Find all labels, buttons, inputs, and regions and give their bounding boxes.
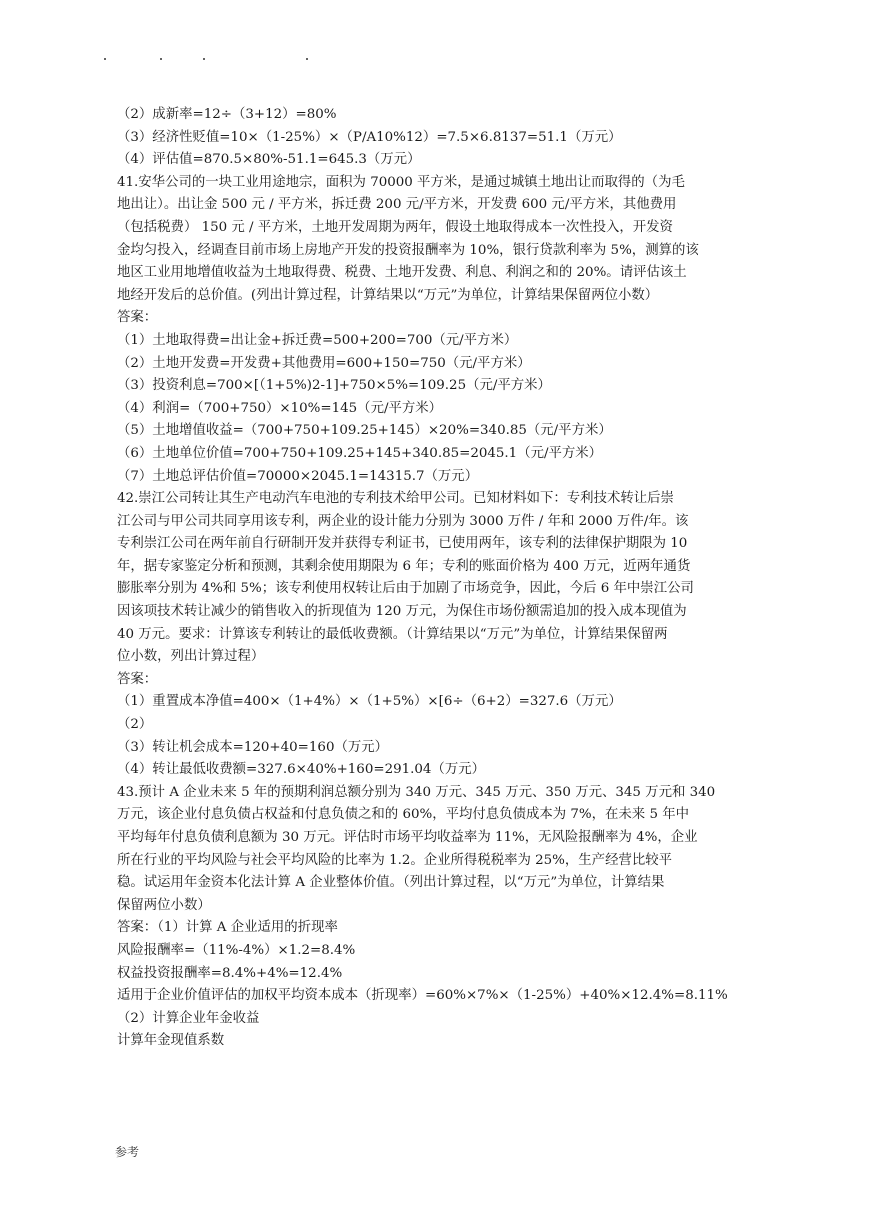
body-line: 计算年金现值系数 <box>117 1033 225 1049</box>
body-line: 适用于企业价值评估的加权平均资本成本（折现率）=60%×7%×（1-25%）+40%×12.4%=8.11% <box>117 988 728 1004</box>
document-body <box>117 104 757 1053</box>
body-line: 万元，该企业付息负债占权益和付息负债之和的 60%，平均付息负债成本为 7%，在未来 5 年中 <box>117 807 690 823</box>
body-line: 风险报酬率=（11%-4%）×1.2=8.4% <box>117 942 356 958</box>
body-line: 因该项技术转让减少的销售收入的折现值为 120 万元，为保住市场份额需追加的投入成本现值为 <box>117 604 687 620</box>
body-line: 权益投资报酬率=8.4%+4%=12.4% <box>117 965 343 981</box>
body-line: （4）评估值=870.5×80%-51.1=645.3（万元） <box>117 152 421 168</box>
header-dots <box>104 52 324 68</box>
page-footer <box>115 1143 139 1160</box>
body-line: 40 万元。要求：计算该专利转让的最低收费额。（计算结果以“万元”为单位，计算结果保留两 <box>117 626 668 642</box>
header-dot <box>203 58 205 60</box>
body-line: （7）土地总评估价值=70000×2045.1=14315.7（万元） <box>117 468 479 484</box>
body-line: （2）土地开发费=开发费+其他费用=600+150=750（元/平方米） <box>117 355 531 371</box>
body-line: 年，据专家鉴定分析和预测，其剩余使用期限为 6 年；专利的账面价格为 400 万元，近两年通货 <box>117 558 691 574</box>
header-dot <box>104 58 106 60</box>
body-line: （3）投资利息=700×[（1+5%)2-1]+750×5%=109.25（元/平方米） <box>117 378 551 394</box>
body-line: 平均每年付息负债利息额为 30 万元。评估时市场平均收益率为 11%，无风险报酬率为 4%，企业 <box>117 830 698 845</box>
header-dot <box>160 58 162 60</box>
answer-label: 答案： <box>117 310 158 326</box>
body-line: （4）利润=（700+750）×10%=145（元/平方米） <box>117 400 443 416</box>
body-line: （3）经济性贬值=10×（1-25%）×（P/A10%12）=7.5×6.8137=51.1（万元） <box>117 129 622 145</box>
body-line: （2） <box>117 717 153 733</box>
body-line: 金均匀投入，经调查目前市场上房地产开发的投资报酬率为 10%，银行贷款利率为 5%，测算的该 <box>117 242 699 258</box>
body-line: （6）土地单位价值=700+750+109.25+145+340.85=2045.1（元/平方米） <box>117 445 603 461</box>
body-line: 地出让）。出让金 500 元 / 平方米，拆迁费 200 元/平方米，开发费 600 元/平方米，其他费用 <box>117 197 677 213</box>
question-43-line: 43.预计 A 企业未来 5 年的预期利润总额分别为 340 万元、345 万元、350 万元、345 万元和 340 <box>117 784 716 800</box>
header-dot <box>306 58 308 60</box>
body-line: 稳。试运用年金资本化法计算 A 企业整体价值。（列出计算过程，以“万元”为单位，计算结果 <box>117 875 665 891</box>
body-line: 江公司与甲公司共同享用该专利，两企业的设计能力分别为 3000 万件 / 年和 2000 万件/年。该 <box>117 513 689 529</box>
body-line: （1）重置成本净值=400×（1+4%）×（1+5%）×[6÷（6+2）=327.6（万元） <box>117 694 622 710</box>
question-42-line: 42.崇江公司转让其生产电动汽车电池的专利技术给甲公司。已知材料如下：专利技术转让后崇 <box>117 491 674 507</box>
body-line: （5）土地增值收益=（700+750+109.25+145）×20%=340.85（元/平方米） <box>117 423 612 439</box>
body-line: 地经开发后的总价值。(列出计算过程，计算结果以“万元”为单位，计算结果保留两位小数） <box>117 287 659 303</box>
body-line: 位小数，列出计算过程） <box>117 649 265 665</box>
body-line: （4）转让最低收费额=327.6×40%+160=291.04（万元） <box>117 762 485 778</box>
answer-label: 答案：（1）计算 A 企业适用的折现率 <box>117 920 338 936</box>
body-line: （包括税费） 150 元 / 平方米，土地开发周期为两年，假设土地取得成本一次性投入，开发资 <box>117 219 673 235</box>
body-line: （3）转让机会成本=120+40=160（万元） <box>117 739 389 755</box>
body-line: 保留两位小数） <box>117 897 211 913</box>
answer-label: 答案： <box>117 671 158 687</box>
body-line: 专利崇江公司在两年前自行研制开发并获得专利证书，已使用两年，该专利的法律保护期限为 10 <box>117 536 688 552</box>
body-line: 地区工业用地增值收益为土地取得费、税费、土地开发费、利息、利润之和的 20%。请评估该土 <box>117 265 687 281</box>
body-line: （2）计算企业年金收益 <box>117 1010 260 1026</box>
body-line: （2）成新率=12÷（3+12）=80% <box>117 107 337 122</box>
footer-label: 参考 <box>115 1145 140 1159</box>
body-line: （1）土地取得费=出让金+拆迁费=500+200=700（元/平方米） <box>117 332 518 348</box>
body-line: 膨胀率分别为 4%和 5%；该专利使用权转让后由于加剧了市场竞争，因此，今后 6 年中崇江公司 <box>117 581 694 597</box>
body-line: 所在行业的平均风险与社会平均风险的比率为 1.2。企业所得税税率为 25%，生产经营比较平 <box>117 852 673 868</box>
question-41-line: 41.安华公司的一块工业用途地宗，面积为 70000 平方米，是通过城镇土地出让而取得的（为毛 <box>117 174 685 190</box>
